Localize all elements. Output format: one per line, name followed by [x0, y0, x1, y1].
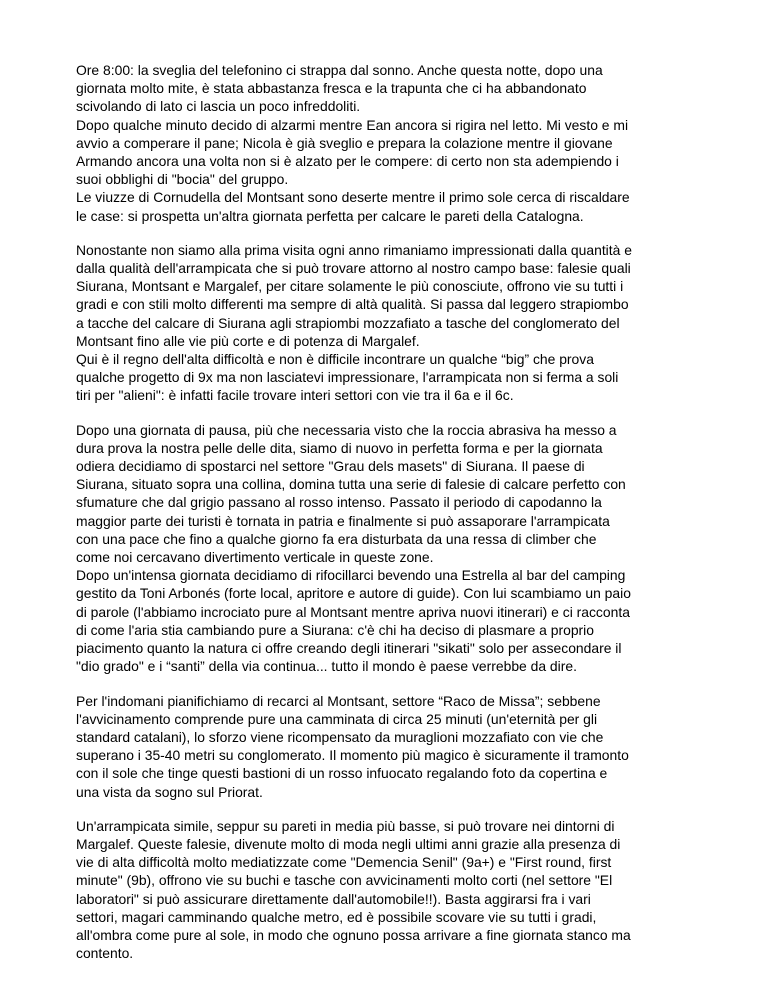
- text-line: Nonostante non siamo alla prima visita ogni anno rimaniamo impressionati dalla quantità e: [76, 241, 632, 258]
- paragraph-5: [76, 817, 702, 963]
- text-line: Ore 8:00: la sveglia del telefonino ci strappa dal sonno. Anche questa notte, dopo una: [76, 62, 603, 78]
- text-line: Un'arrampicata simile, seppur su pareti in media più basse, si può trovare nei dintorni di: [76, 817, 615, 834]
- paragraph-4: [76, 692, 702, 801]
- text-line: qualche progetto di 9x ma non lasciatevi impressionare, l'arrampicata non si ferma a soli: [76, 369, 619, 386]
- text-line: Margalef. Queste falesie, divenute molto di moda negli ultimi anni grazie alla presenza di: [76, 835, 621, 852]
- text-line: standard catalani), lo sforzo viene ricompensato da muraglioni mozzafiato con vie che: [76, 728, 604, 745]
- text-line: "dio grado" e i “santi” della via continua... tutto il mondo è paese verrebbe da dire.: [76, 658, 577, 675]
- text-line: contento.: [76, 945, 134, 962]
- text-line: avvio a comperare il pane; Nicola è già sveglio e prepara la colazione mentre il giovane: [76, 134, 613, 151]
- document-body: [76, 61, 702, 978]
- text-line: con una pace che fino a qualche giorno fa era disturbata da una ressa di climber che: [76, 530, 597, 547]
- text-line: all'ombra come pure al sole, in modo che ognuno possa arrivare a fine giornata stanco ma: [76, 926, 631, 943]
- paragraph-3: [76, 421, 702, 676]
- text-line: Montsant fino alle vie più corte e di potenza di Margalef.: [76, 332, 420, 349]
- text-line: dalla qualità dell'arrampicata che si può trovare attorno al nostro campo base: falesie quali: [76, 260, 631, 277]
- text-line: Armando ancora una volta non si è alzato per le compere: di certo non sta adempiendo i: [76, 153, 619, 170]
- text-line: di come l'aria stia cambiando pure a Siurana: c'è chi ha deciso di plasmare a proprio: [76, 621, 594, 638]
- text-line: gradi e con stili molto differenti ma sempre di altà qualità. Si passa dal leggero strapiombo: [76, 296, 629, 313]
- text-line: a tacche del calcare di Siurana agli strapiombi mozzafiato a tasche del conglomerato del: [76, 314, 620, 331]
- text-line: giornata molto mite, è stata abbastanza fresca e la trapunta che ci ha abbandonato: [76, 80, 587, 97]
- text-line: sfumature che dal grigio passano al rosso intenso. Passato il periodo di capodanno la: [76, 494, 602, 511]
- paragraph-1: [76, 61, 702, 225]
- text-line: Siurana, situato sopra una collina, domina tutta una serie di falesie di calcare perfetto con: [76, 476, 626, 493]
- text-line: dura prova la nostra pelle delle dita, siamo di nuovo in perfetta forma e per la giornata: [76, 439, 603, 456]
- text-line: scivolando di lato ci lascia un poco infreddoliti.: [76, 98, 361, 115]
- text-line: Dopo un'intensa giornata decidiamo di rifocillarci bevendo una Estrella al bar del camping: [76, 567, 626, 584]
- text-line: minute" (9b), offrono vie su buchi e tasche con avvicinamenti molto corti (nel settore "El: [76, 872, 613, 889]
- text-line: gestito da Toni Arbonés (forte local, apritore e autore di guide). Con lui scambiamo un paio: [76, 585, 631, 602]
- text-line: Le viuzze di Cornudella del Montsant sono deserte mentre il primo sole cerca di riscaldare: [76, 189, 630, 206]
- text-line: Per l'indomani pianifichiamo di recarci al Montsant, settore “Raco de Missa”; sebbene: [76, 692, 601, 709]
- text-line: l'avvicinamento comprende pure una camminata di circa 25 minuti (un'eternità per gli: [76, 710, 598, 727]
- text-line: piacimento quanto la natura ci offre creando degli itinerari "sikati" solo per assecondare il: [76, 640, 622, 657]
- text-line: tiri per "alieni": è infatti facile trovare interi settori con vie tra il 6a e il 6c.: [76, 387, 514, 404]
- text-line: superano i 35-40 metri su conglomerato. Il momento più magico è sicuramente il tramonto: [76, 747, 629, 764]
- text-line: con il sole che tinge questi bastioni di un rosso infuocato regalando foto da copertina e: [76, 765, 608, 782]
- text-line: di parole (l'abbiamo incrociato pure al Montsant mentre apriva nuovi itinerari) e ci racconta: [76, 603, 630, 620]
- text-line: maggior parte dei turisti è tornata in patria e finalmente si può assaporare l'arrampicata: [76, 512, 610, 529]
- text-line: le case: si prospetta un'altra giornata perfetta per calcare le pareti della Catalogna.: [76, 207, 584, 224]
- text-line: Dopo una giornata di pausa, più che necessaria visto che la roccia abrasiva ha messo a: [76, 421, 617, 438]
- text-line: vie di alta difficoltà molto mediatizzate come "Demencia Senil" (9a+) e "First round, first: [76, 854, 612, 871]
- text-line: odiera decidiamo di spostarci nel settore "Grau dels masets" di Siurana. Il paese di: [76, 458, 585, 475]
- text-line: suoi obblighi di "bocia" del gruppo.: [76, 171, 289, 188]
- text-line: Qui è il regno dell'alta difficoltà e non è difficile incontrare un qualche “big” che prova: [76, 351, 594, 368]
- text-line: settori, magari camminando qualche metro, ed è possibile scovare vie su tutti i gradi,: [76, 908, 597, 925]
- text-line: Siurana, Montsant e Margalef, per citare solamente le più conosciute, offrono vie su tutti i: [76, 278, 624, 295]
- text-line: Dopo qualche minuto decido di alzarmi mentre Ean ancora si rigira nel letto. Mi vesto e mi: [76, 116, 629, 133]
- text-line: laboratori" si può assicurare direttamente dall'automobile!!). Basta aggirarsi fra i vari: [76, 890, 591, 907]
- text-line: una vista da sogno sul Priorat.: [76, 783, 263, 800]
- text-line: come noi cercavano divertimento verticale in queste zone.: [76, 549, 434, 566]
- paragraph-2: [76, 241, 702, 405]
